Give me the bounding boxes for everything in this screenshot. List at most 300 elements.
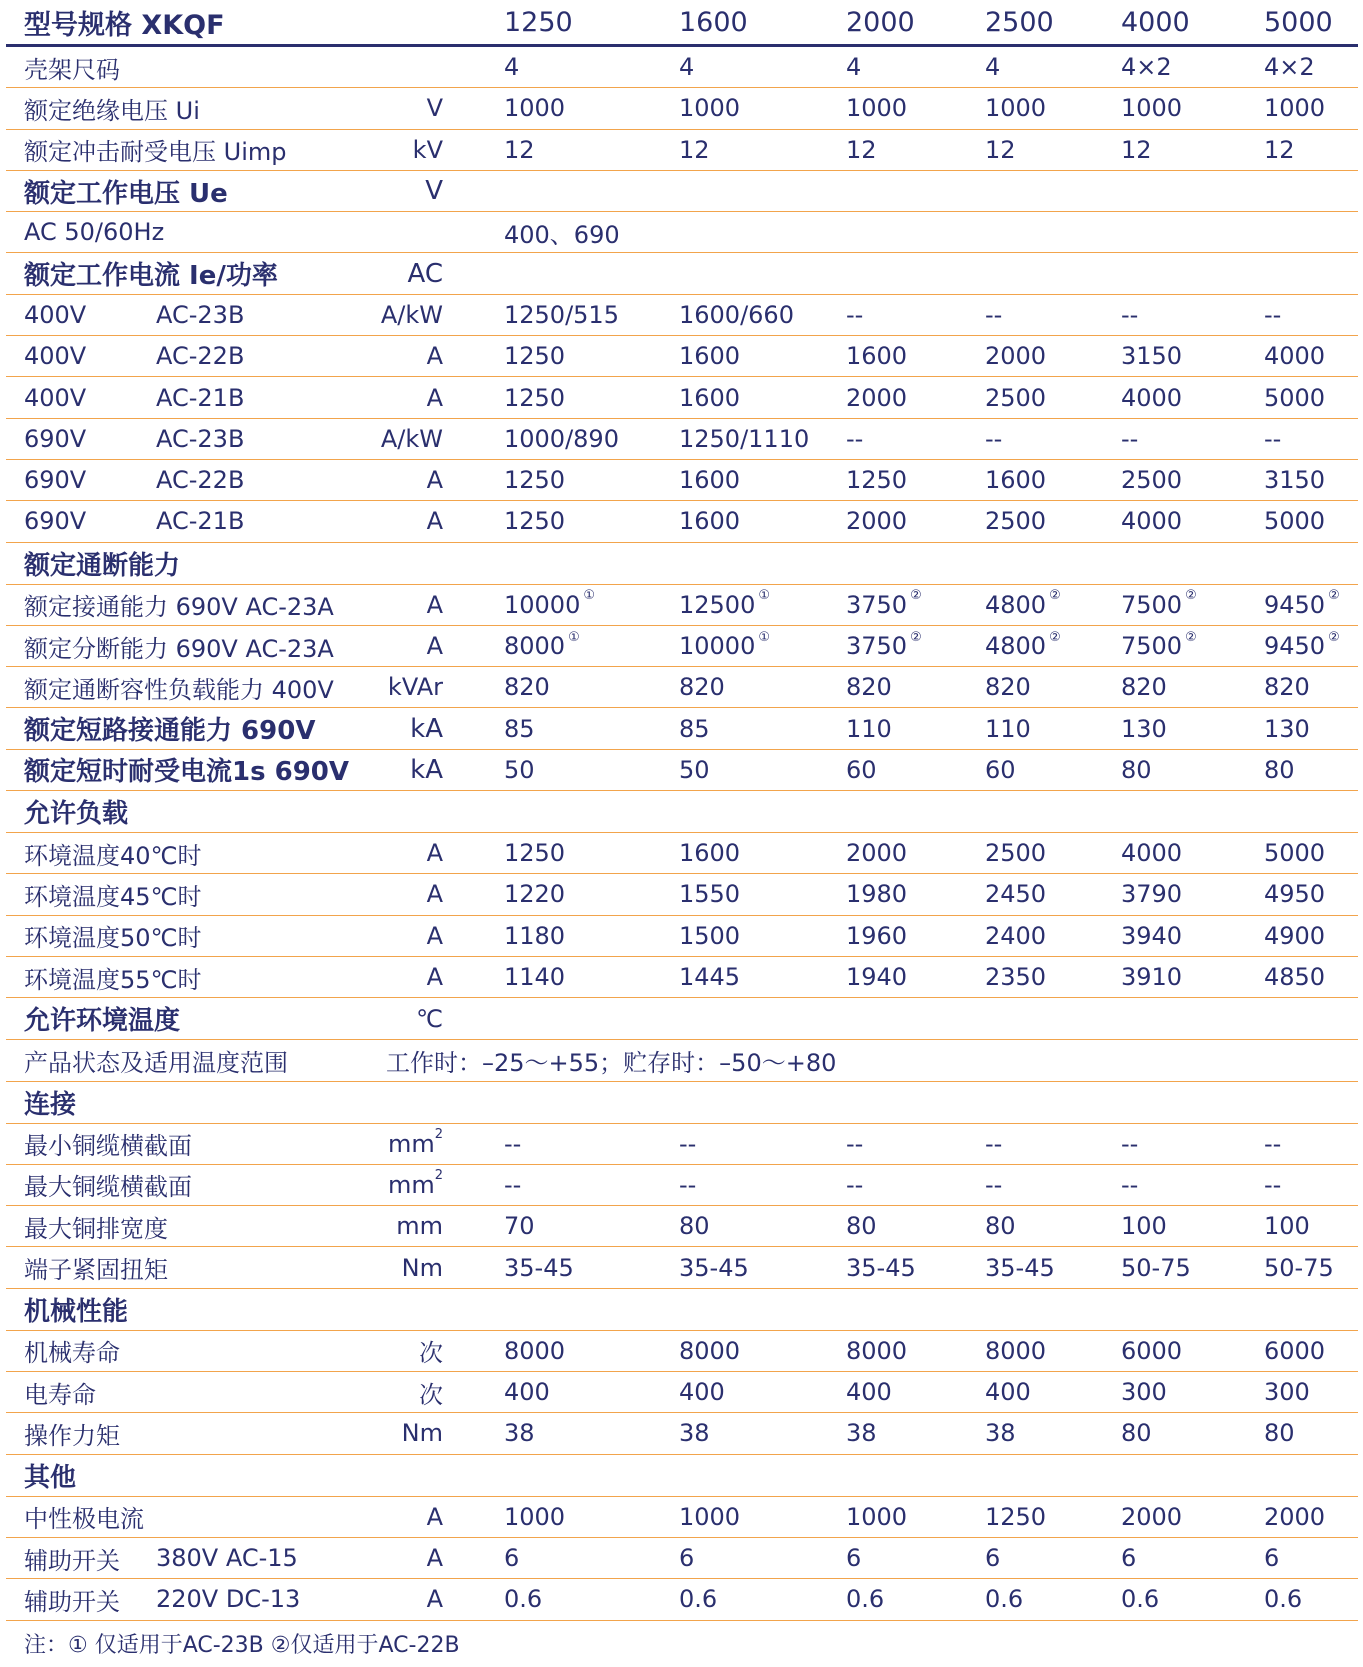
value-cell: [846, 708, 892, 748]
value-text: 130: [1264, 714, 1310, 743]
value-text: --: [985, 300, 1003, 329]
value-text: 300: [1121, 1378, 1167, 1407]
row-unit: [427, 626, 443, 666]
value-text: 8000: [985, 1336, 1047, 1365]
value-text: 2000: [1121, 1502, 1183, 1531]
value-text: 1940: [846, 963, 908, 992]
row-label: 额定冲击耐受电压 Uimp: [24, 138, 287, 167]
value-text: 2500: [1121, 466, 1183, 495]
value-cell: [679, 336, 740, 376]
value-cell: [1121, 1372, 1167, 1412]
value-text: 5000: [1264, 507, 1326, 536]
row-unit: [427, 1579, 443, 1619]
value-text: 820: [1264, 673, 1310, 702]
value-cell: [985, 667, 1031, 707]
value-cell: [846, 460, 907, 500]
value-cell: [504, 336, 565, 376]
unit-text: ℃: [416, 1004, 443, 1033]
row-sublabel: AC-22B: [156, 466, 245, 495]
value-text: --: [679, 1129, 697, 1158]
value-cell: [985, 1372, 1031, 1412]
row-label: 最大铜排宽度: [24, 1214, 168, 1243]
value-text: 38: [985, 1419, 1016, 1448]
value-text: 2400: [985, 921, 1047, 950]
value-text: 820: [985, 673, 1031, 702]
value-text: 5000: [1264, 839, 1326, 868]
value-text: 2000: [846, 839, 908, 868]
row-unit: [419, 1331, 443, 1371]
value-cell: [1264, 460, 1325, 500]
model-column-header: 2500: [985, 6, 1054, 38]
value-text: 1250: [846, 466, 908, 495]
value-text: 12: [1264, 135, 1295, 164]
value-text: 820: [1121, 673, 1167, 702]
value-text: 9450: [1264, 590, 1326, 619]
value-cell: [846, 295, 863, 335]
value-cell: [1121, 130, 1152, 170]
unit-text: A: [426, 963, 443, 992]
value-cell: [985, 88, 1046, 128]
value-cell: [1264, 336, 1325, 376]
table-row: [6, 1538, 1358, 1579]
value-cell: [504, 957, 565, 997]
value-text: 9450: [1264, 632, 1326, 660]
row-unit: [427, 460, 443, 500]
value-text: --: [846, 1129, 864, 1158]
table-row: [6, 916, 1358, 957]
unit-text: A: [426, 880, 443, 909]
value-text: --: [504, 1170, 522, 1199]
value-cell: [679, 1413, 710, 1453]
value-text: 1220: [504, 880, 566, 909]
unit-text: V: [425, 176, 443, 207]
row-label: 辅助开关: [24, 1587, 120, 1616]
footnote-mark: ②: [1049, 588, 1061, 604]
value-cell: [679, 1579, 717, 1619]
value-text: 85: [679, 714, 710, 743]
row-label: 额定工作电压 Ue: [24, 178, 228, 209]
row-sublabel: 380V AC-15: [156, 1544, 298, 1573]
value-cell: [1121, 1331, 1182, 1371]
value-text: 4000: [1264, 342, 1326, 371]
value-cell: [846, 585, 922, 625]
value-cell: [504, 708, 535, 748]
value-cell: [985, 1247, 1055, 1287]
row-label: 允许环境温度: [24, 1006, 181, 1037]
value-text: --: [1264, 424, 1282, 453]
model-spec-label: 型号规格 XKQF: [24, 9, 225, 41]
value-cell: [1264, 708, 1310, 748]
row-label: 400V: [24, 342, 87, 371]
value-text: 80: [1121, 1419, 1152, 1448]
unit-text: A: [426, 632, 443, 660]
table-row: [6, 1206, 1358, 1247]
row-label: 辅助开关: [24, 1546, 120, 1575]
value-text: 1000: [846, 1502, 908, 1531]
value-text: 820: [846, 673, 892, 702]
table-row: [6, 708, 1358, 749]
value-cell: [1121, 419, 1138, 459]
value-text: 4×2: [1264, 53, 1315, 82]
footnote-mark: ②: [1185, 588, 1197, 604]
row-unit: [381, 419, 443, 459]
value-cell: [985, 295, 1002, 335]
unit-text: AC: [407, 258, 443, 289]
unit-text: A: [426, 1544, 443, 1573]
value-text: 4: [504, 53, 520, 82]
value-text: 8000: [679, 1336, 741, 1365]
unit-text: A: [426, 921, 443, 950]
value-text: 1000: [679, 1502, 741, 1531]
value-cell: [1121, 1413, 1152, 1453]
value-cell: [504, 1206, 535, 1246]
value-text: 1600: [679, 507, 741, 536]
footnote-mark: ②: [1185, 629, 1197, 645]
value-cell: [679, 957, 740, 997]
model-column-header: 1600: [679, 6, 748, 38]
unit-text: 次: [419, 1380, 443, 1409]
value-cell: [1121, 1538, 1136, 1578]
table-row: [6, 377, 1358, 418]
footnote-mark: ②: [1328, 629, 1340, 645]
value-cell: [985, 377, 1046, 417]
row-sublabel: 220V DC-13: [156, 1585, 301, 1614]
value-cell: [985, 419, 1002, 459]
value-text: --: [679, 1170, 697, 1199]
value-text: --: [1121, 1170, 1139, 1199]
value-cell: [504, 1247, 574, 1287]
row-label: 690V: [24, 424, 87, 453]
unit-text: A/kW: [380, 424, 443, 453]
value-text: 6000: [1121, 1336, 1183, 1365]
row-label: 最大铜缆横截面: [24, 1173, 192, 1202]
value-cell: [985, 47, 1000, 87]
row-unit: [427, 336, 443, 376]
value-text: 3150: [1264, 466, 1326, 495]
value-cell: [985, 874, 1046, 914]
value-text: 4000: [1121, 839, 1183, 868]
value-cell: [846, 833, 907, 873]
value-text: 4: [846, 53, 862, 82]
value-cell: [985, 585, 1061, 625]
table-row: [6, 1372, 1358, 1413]
footnote-mark: ②: [910, 629, 922, 645]
value-text: 3910: [1121, 963, 1183, 992]
row-label: 额定通断能力: [24, 550, 181, 581]
table-row: [6, 874, 1358, 915]
row-label: 690V: [24, 507, 87, 536]
value-cell: [679, 1372, 725, 1412]
value-text: 38: [846, 1419, 877, 1448]
value-text: 0.6: [985, 1585, 1024, 1614]
unit-text: 次: [419, 1339, 443, 1368]
value-cell: [1264, 1538, 1279, 1578]
value-cell: [679, 1538, 694, 1578]
value-text: 4: [985, 53, 1001, 82]
value-text: 0.6: [504, 1585, 543, 1614]
table-row: [6, 419, 1358, 460]
value-cell: [1264, 1579, 1302, 1619]
value-text: 2450: [985, 880, 1047, 909]
value-text: 6: [1121, 1544, 1137, 1573]
value-text: 1500: [679, 921, 741, 950]
unit-text: A: [426, 590, 443, 619]
value-text: 1000: [1121, 94, 1183, 123]
value-text: 2000: [846, 507, 908, 536]
value-cell: [504, 295, 619, 335]
value-text: 6: [985, 1544, 1001, 1573]
value-text: 85: [504, 714, 535, 743]
row-unit: [388, 1165, 443, 1205]
row-label: 允许负载: [24, 799, 129, 830]
value-text: 80: [1121, 755, 1152, 784]
unit-text: Nm: [401, 1419, 443, 1448]
spec-table: [6, 0, 1358, 1621]
table-row: [6, 130, 1358, 171]
value-cell: [985, 1165, 1002, 1205]
value-text: 35-45: [985, 1253, 1055, 1282]
row-unit: [427, 874, 443, 914]
row-unit: [427, 585, 443, 625]
value-cell: [1121, 47, 1172, 87]
value-cell: [846, 1331, 907, 1371]
value-cell: [679, 833, 740, 873]
table-row: [6, 295, 1358, 336]
value-text: 400: [679, 1378, 725, 1407]
row-unit: [402, 1413, 443, 1453]
value-cell: [679, 1206, 710, 1246]
value-text: 400: [504, 1378, 550, 1407]
row-label: 额定短路接通能力 690V: [24, 716, 316, 747]
value-text: 50: [679, 755, 710, 784]
value-text: 6: [679, 1544, 695, 1573]
value-text: 7500: [1121, 590, 1183, 619]
value-cell: [679, 626, 770, 666]
value-cell: [1264, 957, 1325, 997]
value-text: 1600: [679, 839, 741, 868]
value-cell: [504, 750, 535, 790]
value-cell: [1264, 130, 1295, 170]
value-text: 35-45: [846, 1253, 916, 1282]
value-text: 1550: [679, 880, 741, 909]
value-text: 12: [1121, 135, 1152, 164]
value-cell: [846, 626, 922, 666]
value-cell: [679, 667, 725, 707]
row-label: 额定短时耐受电流1s 690V: [24, 757, 350, 788]
value-text: 1250: [504, 466, 566, 495]
unit-text: kA: [410, 713, 443, 744]
value-cell: [1264, 585, 1340, 625]
row-unit: [427, 1497, 443, 1537]
value-text: 1250: [504, 839, 566, 868]
value-text: --: [1264, 300, 1282, 329]
row-unit: [427, 916, 443, 956]
table-row: [6, 1331, 1358, 1372]
row-sublabel: AC-22B: [156, 342, 245, 371]
unit-text: mm: [387, 1129, 435, 1158]
value-cell: [504, 47, 519, 87]
section-header-row: [6, 791, 1358, 833]
value-cell: [846, 667, 892, 707]
value-text: 1250: [504, 342, 566, 371]
value-cell: [504, 833, 565, 873]
value-text: 2350: [985, 963, 1047, 992]
value-cell: [679, 916, 740, 956]
unit-text: mm: [396, 1212, 443, 1241]
value-text: --: [1264, 1129, 1282, 1158]
value-text: 12: [679, 135, 710, 164]
value-cell: [985, 460, 1046, 500]
value-cell: [846, 1124, 863, 1164]
value-cell: [1264, 501, 1325, 541]
row-unit: [413, 130, 443, 170]
row-unit: [427, 833, 443, 873]
value-cell: [1121, 833, 1182, 873]
value-cell: [1264, 1372, 1310, 1412]
table-row: [6, 1413, 1358, 1454]
value-cell: [504, 501, 565, 541]
value-text: --: [985, 424, 1003, 453]
value-text: 1000: [846, 94, 908, 123]
value-cell: [846, 1372, 892, 1412]
value-text: 38: [504, 1419, 535, 1448]
row-label: 690V: [24, 466, 87, 495]
value-text: 4: [679, 53, 695, 82]
unit-text: kA: [410, 754, 443, 785]
value-text: 10000: [504, 590, 581, 619]
unit-text: A: [426, 383, 443, 412]
value-text: 1600: [679, 342, 741, 371]
table-row: [6, 1040, 1358, 1081]
value-cell: [1264, 1331, 1325, 1371]
value-cell: [679, 585, 770, 625]
row-unit: [408, 253, 443, 293]
row-unit: [402, 1247, 443, 1287]
footnote-mark: ①: [758, 629, 771, 645]
value-cell: [1264, 419, 1281, 459]
value-text: --: [985, 1129, 1003, 1158]
value-cell: [1264, 1206, 1310, 1246]
value-cell: [1121, 1165, 1138, 1205]
value-text: 6: [846, 1544, 862, 1573]
row-label: AC 50/60Hz: [24, 218, 165, 247]
value-cell: [1264, 667, 1310, 707]
value-cell: [504, 626, 580, 666]
row-unit: [410, 750, 443, 790]
value-text: 60: [846, 755, 877, 784]
table-row: [6, 501, 1358, 542]
row-unit: [416, 998, 443, 1039]
value-text: 1250: [504, 383, 566, 412]
value-cell: [1121, 460, 1182, 500]
section-header-row: [6, 1455, 1358, 1497]
value-text: 4800: [985, 632, 1047, 660]
row-label: 产品状态及适用温度范围: [24, 1048, 288, 1077]
model-column-header: 4000: [1121, 6, 1190, 38]
value-text: 70: [504, 1212, 535, 1241]
value-cell: [846, 419, 863, 459]
unit-text: A: [426, 1585, 443, 1614]
value-cell: [1264, 1124, 1281, 1164]
value-text: 820: [504, 673, 550, 702]
table-row: [6, 171, 1358, 212]
value-text: 1960: [846, 921, 908, 950]
value-text: 50-75: [1264, 1253, 1334, 1282]
value-text: 3750: [846, 632, 908, 660]
value-cell: [504, 874, 565, 914]
value-text: 80: [846, 1212, 877, 1241]
value-cell: [1264, 1247, 1334, 1287]
value-cell: [1264, 1497, 1325, 1537]
value-cell: [846, 88, 907, 128]
unit-text: A: [426, 1502, 443, 1531]
value-cell: [504, 212, 620, 252]
value-text: 0.6: [1264, 1585, 1303, 1614]
value-cell: [504, 667, 550, 707]
value-text: 100: [1264, 1212, 1310, 1241]
row-unit: [419, 1372, 443, 1412]
value-text: 35-45: [679, 1253, 749, 1282]
value-cell: [846, 1247, 916, 1287]
value-cell: [1121, 88, 1182, 128]
value-cell: [504, 88, 565, 128]
value-text: 1600: [985, 466, 1047, 495]
value-text: 60: [985, 755, 1016, 784]
value-text: --: [1264, 1170, 1282, 1199]
value-cell: [1264, 1165, 1281, 1205]
value-text: 6: [504, 1544, 520, 1573]
value-cell: [679, 460, 740, 500]
value-text: 8000: [846, 1336, 908, 1365]
value-text: 1445: [679, 963, 741, 992]
table-row: [6, 1579, 1358, 1620]
temperature-range-text: 工作时：–25～+55；贮存时：–50～+80: [386, 1048, 837, 1077]
value-cell: [1121, 501, 1182, 541]
value-text: 80: [679, 1212, 710, 1241]
unit-text: Nm: [401, 1253, 443, 1282]
row-unit: [425, 171, 443, 211]
value-text: 6000: [1264, 1336, 1326, 1365]
value-text: 100: [1121, 1212, 1167, 1241]
value-cell: [846, 1538, 861, 1578]
value-text: 8000: [504, 632, 566, 660]
table-row: [6, 957, 1358, 998]
value-text: 80: [985, 1212, 1016, 1241]
row-unit: [388, 1124, 443, 1164]
value-cell: [679, 88, 740, 128]
table-row: [6, 88, 1358, 129]
row-label: 操作力矩: [24, 1421, 120, 1450]
value-cell: [504, 1538, 519, 1578]
value-cell: [846, 1413, 877, 1453]
value-cell: [1121, 1579, 1159, 1619]
value-text: 50: [504, 755, 535, 784]
unit-text: kV: [412, 135, 443, 164]
value-text: 8000: [504, 1336, 566, 1365]
value-text: 1000: [504, 94, 566, 123]
value-cell: [985, 833, 1046, 873]
value-text: 1000/890: [504, 424, 619, 453]
row-label: 额定分断能力 690V AC-23A: [24, 634, 334, 663]
value-cell: [679, 1124, 696, 1164]
value-text: 1000: [504, 1502, 566, 1531]
value-text: 1000: [679, 94, 741, 123]
unit-text: A: [426, 839, 443, 868]
value-text: 1600: [846, 342, 908, 371]
value-cell: [1264, 750, 1295, 790]
value-text: 12: [985, 135, 1016, 164]
table-body: [6, 47, 1358, 1621]
